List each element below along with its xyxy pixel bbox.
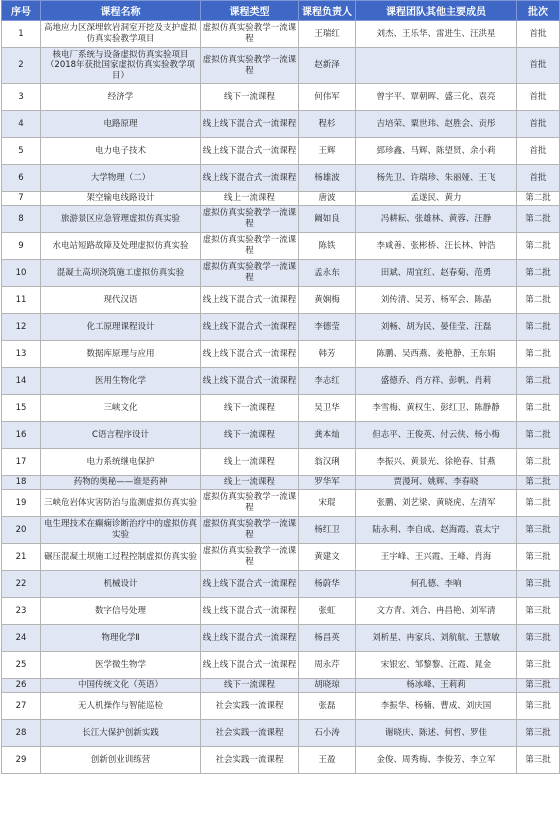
cell-course-name: 机械设计 — [41, 571, 201, 598]
cell-course-type: 社会实践一流课程 — [201, 747, 299, 774]
cell-course-lead: 李德莹 — [299, 314, 356, 341]
cell-team-members: 冯耕耘、张雄林、黄蓉、汪静 — [356, 206, 517, 233]
cell-course-lead: 王辉 — [299, 138, 356, 165]
header-index: 序号 — [2, 1, 41, 21]
cell-batch: 第三批 — [517, 598, 560, 625]
cell-batch: 第二批 — [517, 476, 560, 490]
cell-course-lead: 石小涛 — [299, 720, 356, 747]
cell-index: 12 — [2, 314, 41, 341]
table-row — [2, 84, 560, 111]
cell-index: 13 — [2, 341, 41, 368]
cell-course-lead: 孟永东 — [299, 260, 356, 287]
cell-course-lead: 黄建文 — [299, 544, 356, 571]
header-course-name: 课程名称 — [41, 1, 201, 21]
cell-team-members: 金俊、周秀梅、李俊芳、李立军 — [356, 747, 517, 774]
cell-course-type: 线上线下混合式一流课程 — [201, 111, 299, 138]
cell-team-members: 谢晓庆、陈述、何哲、罗佳 — [356, 720, 517, 747]
cell-team-members: 郅珍鑫、马辉、陈望贤、余小莉 — [356, 138, 517, 165]
table-row — [2, 679, 560, 693]
cell-batch: 第三批 — [517, 693, 560, 720]
cell-course-name: 经济学 — [41, 84, 201, 111]
cell-course-name: 药物的奥秘——谁是药神 — [41, 476, 201, 490]
cell-course-name: C语言程序设计 — [41, 422, 201, 449]
cell-course-type: 线上线下混合式一流课程 — [201, 571, 299, 598]
cell-index: 7 — [2, 192, 41, 206]
cell-index: 24 — [2, 625, 41, 652]
cell-batch: 首批 — [517, 138, 560, 165]
cell-course-name: 数字信号处理 — [41, 598, 201, 625]
table-row — [2, 206, 560, 233]
table-row — [2, 517, 560, 544]
table-row — [2, 192, 560, 206]
cell-batch: 第二批 — [517, 287, 560, 314]
cell-team-members — [356, 48, 517, 84]
cell-batch: 第三批 — [517, 679, 560, 693]
cell-batch: 第二批 — [517, 368, 560, 395]
cell-index: 29 — [2, 747, 41, 774]
cell-batch: 第二批 — [517, 490, 560, 517]
cell-index: 15 — [2, 395, 41, 422]
cell-course-name: 医学微生物学 — [41, 652, 201, 679]
cell-batch: 首批 — [517, 165, 560, 192]
table-row — [2, 111, 560, 138]
cell-team-members: 李振华、杨楠、曹成、刘庆国 — [356, 693, 517, 720]
cell-team-members: 吉培荣、粟世玮、赵胜会、贡彤 — [356, 111, 517, 138]
cell-course-lead: 张虹 — [299, 598, 356, 625]
table-row — [2, 598, 560, 625]
cell-team-members: 张鹏、刘艺梁、黄晓虎、左清军 — [356, 490, 517, 517]
cell-course-name: 三峡文化 — [41, 395, 201, 422]
header-row — [2, 1, 560, 21]
cell-course-name: 电路原理 — [41, 111, 201, 138]
cell-team-members: 刘畅、胡为民、晏佳莹、汪磊 — [356, 314, 517, 341]
cell-course-name: 三峡危岩体灾害防治与监测虚拟仿真实验 — [41, 490, 201, 517]
cell-team-members: 杨先卫、许瑞珍、朱丽娅、王飞 — [356, 165, 517, 192]
cell-team-members: 陆永利、李自成、赵海霞、袁太宁 — [356, 517, 517, 544]
cell-course-lead: 程杉 — [299, 111, 356, 138]
cell-index: 25 — [2, 652, 41, 679]
cell-batch: 第二批 — [517, 233, 560, 260]
cell-course-lead: 王盈 — [299, 747, 356, 774]
cell-team-members: 杨冰峰、王莉莉 — [356, 679, 517, 693]
table-row — [2, 747, 560, 774]
cell-course-type: 虚拟仿真实验教学一流课程 — [201, 517, 299, 544]
cell-index: 27 — [2, 693, 41, 720]
cell-course-name: 电力电子技术 — [41, 138, 201, 165]
cell-batch: 第三批 — [517, 544, 560, 571]
cell-course-name: 物理化学Ⅱ — [41, 625, 201, 652]
cell-course-type: 线上线下混合式一流课程 — [201, 287, 299, 314]
cell-course-name: 中国传统文化（英语） — [41, 679, 201, 693]
cell-team-members: 田斌、周宜红、赵春菊、范勇 — [356, 260, 517, 287]
cell-course-type: 线下一流课程 — [201, 679, 299, 693]
cell-index: 6 — [2, 165, 41, 192]
table-row — [2, 490, 560, 517]
cell-course-type: 线下一流课程 — [201, 395, 299, 422]
cell-team-members: 刘析星、冉家兵、刘航航、王慧敏 — [356, 625, 517, 652]
cell-index: 2 — [2, 48, 41, 84]
cell-course-lead: 罗华军 — [299, 476, 356, 490]
cell-batch: 第二批 — [517, 449, 560, 476]
cell-team-members: 何孔德、李响 — [356, 571, 517, 598]
cell-batch: 第三批 — [517, 625, 560, 652]
cell-batch: 第二批 — [517, 395, 560, 422]
cell-course-type: 虚拟仿真实验教学一流课程 — [201, 544, 299, 571]
table-row — [2, 341, 560, 368]
table-row — [2, 138, 560, 165]
cell-course-lead: 陈铁 — [299, 233, 356, 260]
cell-course-name: 核电厂系统与设备虚拟仿真实验项目（2018年获批国家虚拟仿真实验教学项目） — [41, 48, 201, 84]
cell-course-name: 创新创业训练营 — [41, 747, 201, 774]
cell-index: 1 — [2, 21, 41, 48]
table-row — [2, 625, 560, 652]
table-row — [2, 165, 560, 192]
cell-course-lead: 杨蔚华 — [299, 571, 356, 598]
cell-course-type: 虚拟仿真实验教学一流课程 — [201, 206, 299, 233]
table-row — [2, 233, 560, 260]
cell-team-members: 但志平、王俊英、付云侠、杨小梅 — [356, 422, 517, 449]
cell-index: 17 — [2, 449, 41, 476]
table-body — [2, 21, 560, 774]
cell-index: 20 — [2, 517, 41, 544]
cell-batch: 第三批 — [517, 747, 560, 774]
cell-course-name: 现代汉语 — [41, 287, 201, 314]
cell-course-lead: 杨红卫 — [299, 517, 356, 544]
cell-course-name: 电力系统继电保护 — [41, 449, 201, 476]
cell-course-type: 线下一流课程 — [201, 84, 299, 111]
table-row — [2, 476, 560, 490]
cell-batch: 第二批 — [517, 192, 560, 206]
cell-team-members: 陈鹏、吴西燕、姜艳静、王东娟 — [356, 341, 517, 368]
cell-course-type: 线上线下混合式一流课程 — [201, 368, 299, 395]
cell-course-name: 水电站短路故障及处理虚拟仿真实验 — [41, 233, 201, 260]
cell-batch: 第三批 — [517, 517, 560, 544]
cell-index: 28 — [2, 720, 41, 747]
table-row — [2, 260, 560, 287]
cell-course-type: 线上线下混合式一流课程 — [201, 314, 299, 341]
cell-course-lead: 何伟军 — [299, 84, 356, 111]
cell-course-type: 线上线下混合式一流课程 — [201, 625, 299, 652]
table-row — [2, 48, 560, 84]
cell-index: 22 — [2, 571, 41, 598]
cell-team-members: 李雪梅、黄权生、彭红卫、陈静静 — [356, 395, 517, 422]
cell-course-lead: 杨雄波 — [299, 165, 356, 192]
cell-batch: 首批 — [517, 84, 560, 111]
cell-team-members: 文方青、刘合、冉昌艳、刘军清 — [356, 598, 517, 625]
table-row — [2, 449, 560, 476]
cell-index: 18 — [2, 476, 41, 490]
cell-index: 14 — [2, 368, 41, 395]
cell-course-type: 虚拟仿真实验教学一流课程 — [201, 48, 299, 84]
cell-course-lead: 赵新泽 — [299, 48, 356, 84]
cell-batch: 第二批 — [517, 260, 560, 287]
cell-course-name: 碾压混凝土坝施工过程控制虚拟仿真实验 — [41, 544, 201, 571]
cell-index: 5 — [2, 138, 41, 165]
cell-course-lead: 黄娴梅 — [299, 287, 356, 314]
cell-course-lead: 周永芹 — [299, 652, 356, 679]
cell-index: 3 — [2, 84, 41, 111]
header-course-lead: 课程负责人 — [299, 1, 356, 21]
cell-course-lead: 张磊 — [299, 693, 356, 720]
cell-course-lead: 吴卫华 — [299, 395, 356, 422]
cell-course-type: 线下一流课程 — [201, 422, 299, 449]
table-row — [2, 21, 560, 48]
table-row — [2, 571, 560, 598]
cell-course-name: 化工原理课程设计 — [41, 314, 201, 341]
cell-course-lead: 胡晓琼 — [299, 679, 356, 693]
header-course-type: 课程类型 — [201, 1, 299, 21]
cell-index: 4 — [2, 111, 41, 138]
cell-course-name: 旅游景区应急管理虚拟仿真实验 — [41, 206, 201, 233]
header-batch: 批次 — [517, 1, 560, 21]
table-row — [2, 544, 560, 571]
cell-course-type: 线上线下混合式一流课程 — [201, 341, 299, 368]
cell-batch: 首批 — [517, 48, 560, 84]
cell-course-lead: 龚本灿 — [299, 422, 356, 449]
cell-course-type: 社会实践一流课程 — [201, 720, 299, 747]
course-table — [1, 0, 560, 774]
cell-index: 10 — [2, 260, 41, 287]
cell-team-members: 王宇峰、王兴霞、王峰、肖海 — [356, 544, 517, 571]
cell-team-members: 李咸善、张彬桥、汪长林、钟浩 — [356, 233, 517, 260]
table-row — [2, 720, 560, 747]
cell-course-type: 线上线下混合式一流课程 — [201, 138, 299, 165]
cell-course-name: 架空输电线路设计 — [41, 192, 201, 206]
cell-course-type: 虚拟仿真实验教学一流课程 — [201, 233, 299, 260]
cell-batch: 第二批 — [517, 314, 560, 341]
cell-course-lead: 王瑞红 — [299, 21, 356, 48]
cell-team-members: 李振兴、黄景光、徐艳春、甘燕 — [356, 449, 517, 476]
table-row — [2, 422, 560, 449]
cell-index: 8 — [2, 206, 41, 233]
cell-course-type: 线上一流课程 — [201, 192, 299, 206]
cell-course-name: 无人机操作与智能巡检 — [41, 693, 201, 720]
cell-course-type: 线上一流课程 — [201, 476, 299, 490]
cell-course-lead: 翁汉琍 — [299, 449, 356, 476]
cell-course-lead: 阚如良 — [299, 206, 356, 233]
cell-course-name: 高地应力区深埋软岩洞室开挖及支护虚拟仿真实验教学项目 — [41, 21, 201, 48]
cell-team-members: 曾宇平、覃朝晖、盛三化、袁亮 — [356, 84, 517, 111]
cell-team-members: 盛德乔、肖方祥、彭帆、肖莉 — [356, 368, 517, 395]
cell-index: 16 — [2, 422, 41, 449]
cell-index: 9 — [2, 233, 41, 260]
cell-course-lead: 韩芳 — [299, 341, 356, 368]
cell-course-type: 线上线下混合式一流课程 — [201, 652, 299, 679]
table-row — [2, 368, 560, 395]
cell-course-type: 线上线下混合式一流课程 — [201, 165, 299, 192]
cell-course-name: 电生理技术在癫痫诊断治疗中的虚拟仿真实验 — [41, 517, 201, 544]
cell-course-name: 医用生物化学 — [41, 368, 201, 395]
table-row — [2, 395, 560, 422]
cell-course-name: 大学物理（二） — [41, 165, 201, 192]
cell-batch: 第二批 — [517, 422, 560, 449]
cell-course-type: 虚拟仿真实验教学一流课程 — [201, 260, 299, 287]
cell-index: 21 — [2, 544, 41, 571]
table-row — [2, 693, 560, 720]
cell-course-type: 线上一流课程 — [201, 449, 299, 476]
cell-index: 26 — [2, 679, 41, 693]
cell-team-members: 刘杰、王乐华、雷进生、汪洪星 — [356, 21, 517, 48]
cell-team-members: 贾漫珂、姚辉、李春晓 — [356, 476, 517, 490]
cell-course-lead: 宋琨 — [299, 490, 356, 517]
cell-batch: 首批 — [517, 21, 560, 48]
cell-course-type: 虚拟仿真实验教学一流课程 — [201, 21, 299, 48]
cell-course-lead: 李志红 — [299, 368, 356, 395]
cell-course-name: 数据库原理与应用 — [41, 341, 201, 368]
cell-course-name: 混凝土高坝浇筑施工虚拟仿真实验 — [41, 260, 201, 287]
cell-course-type: 虚拟仿真实验教学一流课程 — [201, 490, 299, 517]
cell-course-type: 社会实践一流课程 — [201, 693, 299, 720]
cell-course-lead: 唐波 — [299, 192, 356, 206]
cell-batch: 首批 — [517, 111, 560, 138]
cell-batch: 第二批 — [517, 206, 560, 233]
cell-index: 23 — [2, 598, 41, 625]
table-row — [2, 652, 560, 679]
cell-batch: 第三批 — [517, 720, 560, 747]
table-header — [2, 1, 560, 21]
cell-batch: 第二批 — [517, 341, 560, 368]
table-row — [2, 287, 560, 314]
cell-batch: 第三批 — [517, 571, 560, 598]
table-row — [2, 314, 560, 341]
cell-team-members: 孟遂民、黄力 — [356, 192, 517, 206]
header-team-members: 课程团队其他主要成员 — [356, 1, 517, 21]
cell-course-type: 线上线下混合式一流课程 — [201, 598, 299, 625]
cell-index: 19 — [2, 490, 41, 517]
cell-course-lead: 杨昌英 — [299, 625, 356, 652]
cell-team-members: 宋银宏、邹黎黎、汪霞、晁金 — [356, 652, 517, 679]
cell-batch: 第三批 — [517, 652, 560, 679]
cell-course-name: 长江大保护创新实践 — [41, 720, 201, 747]
cell-team-members: 刘传清、吴芳、杨军会、陈晶 — [356, 287, 517, 314]
cell-index: 11 — [2, 287, 41, 314]
